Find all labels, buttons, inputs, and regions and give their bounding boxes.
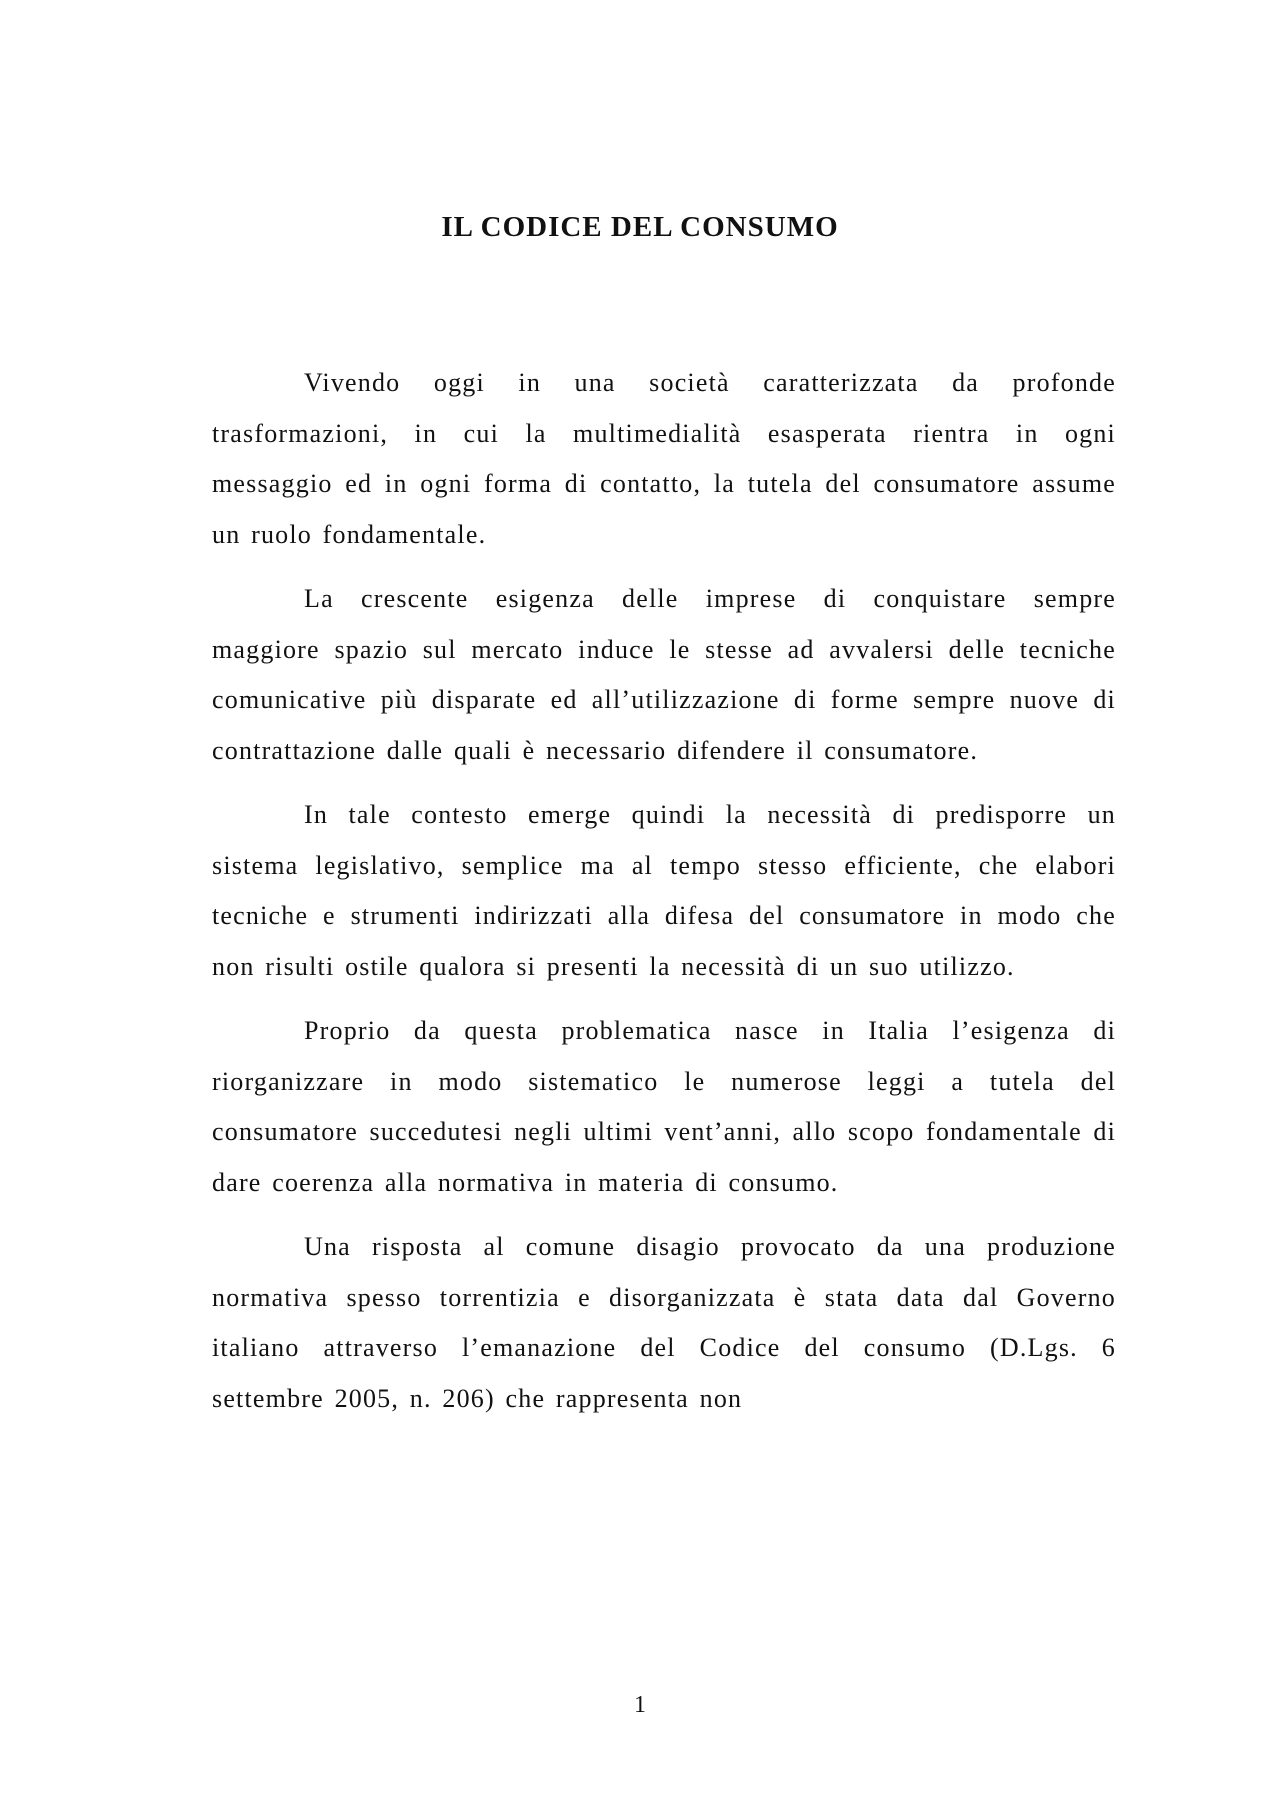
paragraph-2: La crescente esigenza delle imprese di conquistare sempre maggiore spazio sul mercato induce le stesse ad avvalersi delle tecniche comunicative più disparate ed all’utilizzazione di forme sempre nuove di contrattazione dalle quali è necessario difendere il consumatore.	[212, 584, 1116, 765]
body-text	[212, 358, 1116, 1438]
paragraph-3: In tale contesto emerge quindi la necessità di predisporre un sistema legislativo, semplice ma al tempo stesso efficiente, che elabori tecniche e strumenti indirizzati alla difesa del consumatore in modo che non risulti ostile qualora si presenti la necessità di un suo utilizzo.	[212, 800, 1116, 981]
paragraph-1: Vivendo oggi in una società caratterizzata da profonde trasformazioni, in cui la multimedialità esasperata rientra in ogni messaggio ed in ogni forma di contatto, la tutela del consumatore assume un ruolo fondamentale.	[212, 368, 1116, 549]
paragraph-4: Proprio da questa problematica nasce in Italia l’esigenza di riorganizzare in modo sistematico le numerose leggi a tutela del consumatore succedutesi negli ultimi vent’anni, allo scopo fondamentale di dare coerenza alla normativa in materia di consumo.	[212, 1016, 1116, 1197]
paragraph-5: Una risposta al comune disagio provocato da una produzione normativa spesso torrentizia e disorganizzata è stata data dal Governo italiano attraverso l’emanazione del Codice del consumo (D.Lgs. 6 settembre 2005, n. 206) che rappresenta non	[212, 1232, 1116, 1413]
page-number: 1	[634, 1692, 646, 1718]
page-title: IL CODICE DEL CONSUMO	[441, 211, 839, 243]
